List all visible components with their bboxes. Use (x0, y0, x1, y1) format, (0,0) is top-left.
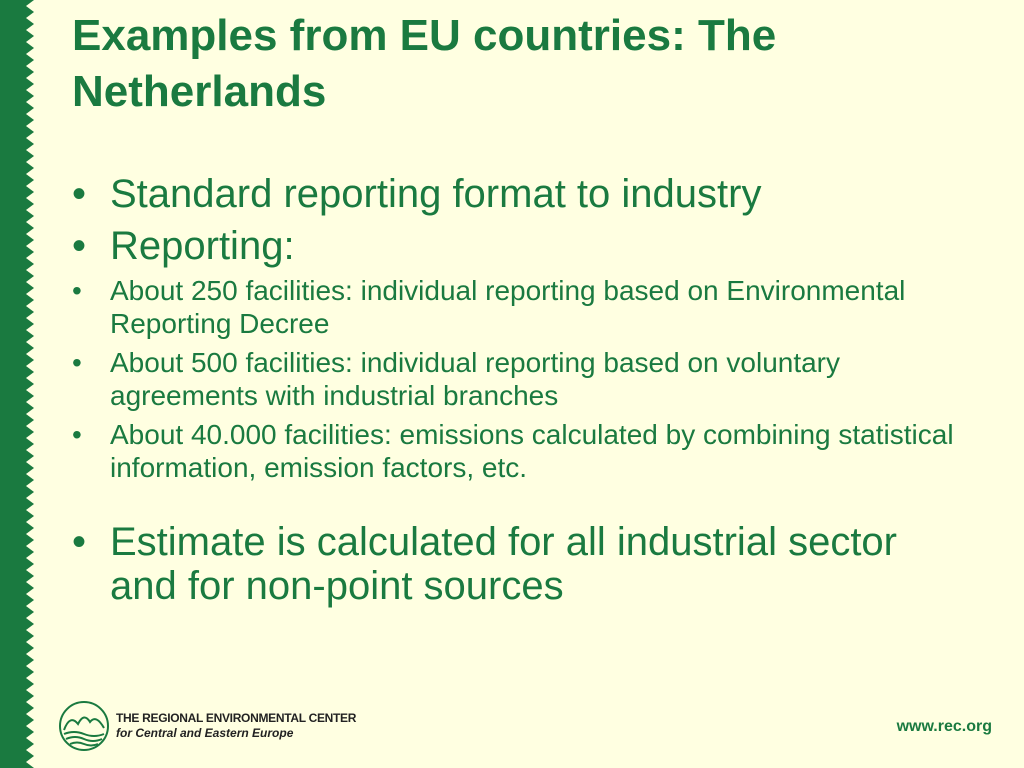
bullet-marker: • (72, 520, 87, 564)
bullet-item (72, 222, 972, 270)
bullet-item (72, 346, 972, 412)
bullet-list (72, 170, 972, 612)
bullet-text: Reporting: (110, 224, 295, 268)
bullet-marker: • (72, 275, 82, 306)
zigzag-side-border (0, 0, 48, 768)
org-name-line1: THE REGIONAL ENVIRONMENTAL CENTER (116, 711, 357, 725)
bullet-item (72, 418, 972, 484)
bullet-item (72, 274, 972, 340)
bullet-item (72, 520, 972, 608)
bullet-marker: • (72, 419, 82, 450)
rec-logo-icon (58, 700, 110, 752)
bullet-item (72, 170, 972, 218)
org-name (116, 711, 356, 741)
bullet-text: About 500 facilities: individual reporting based on voluntary agreements with industrial branches (110, 347, 841, 411)
rec-logo (58, 700, 356, 752)
bullet-marker: • (72, 224, 87, 268)
bullet-marker: • (72, 172, 87, 216)
bullet-text: About 40.000 facilities: emissions calculated by combining statistical information, emission factors, etc. (110, 419, 954, 483)
footer-url[interactable]: www.rec.org (896, 718, 992, 735)
org-name-line2: for Central and Eastern Europe (116, 726, 294, 740)
bullet-text: Estimate is calculated for all industrial sector and for non-point sources (110, 520, 897, 608)
bullet-text: Standard reporting format to industry (110, 172, 762, 216)
bullet-text: About 250 facilities: individual reporting based on Environmental Reporting Decree (110, 275, 906, 339)
bullet-marker: • (72, 347, 82, 378)
slide-title: Examples from EU countries: The Netherlands (72, 11, 777, 116)
